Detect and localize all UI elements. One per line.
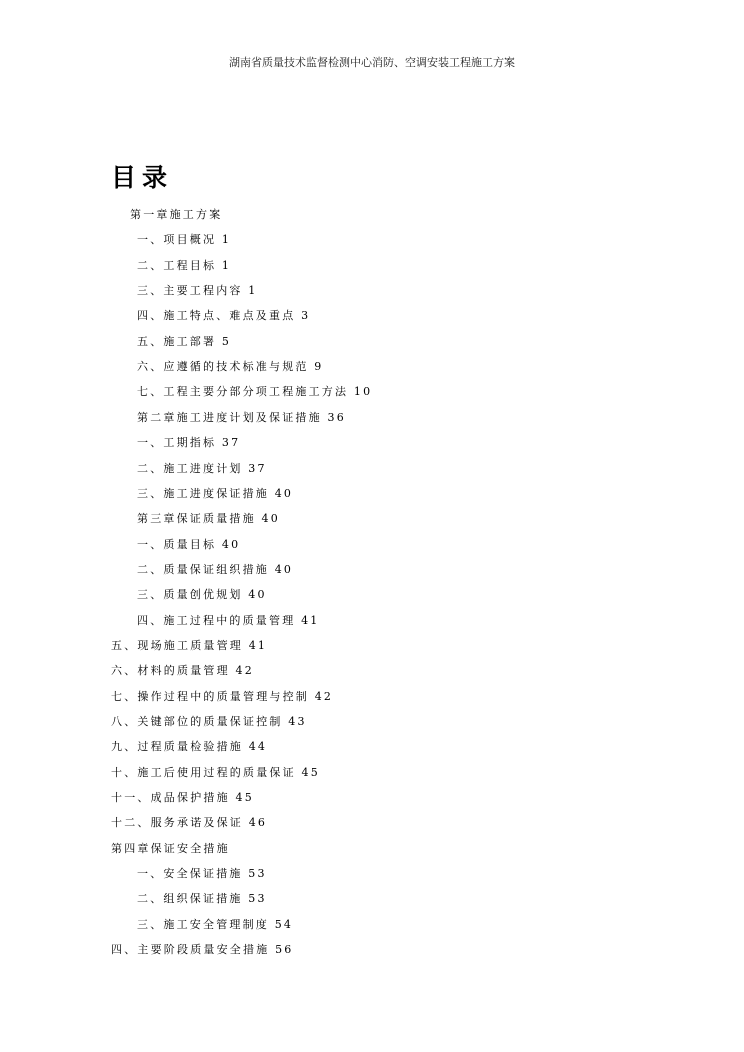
page-header: 湖南省质量技术监督检测中心消防、空调安装工程施工方案 — [229, 56, 515, 69]
toc-entry[interactable]: 一、质量目标 40 — [137, 537, 241, 551]
toc-entry[interactable]: 三、质量创优规划 40 — [137, 588, 267, 602]
toc-entry[interactable]: 第二章施工进度计划及保证措施 36 — [137, 410, 346, 424]
toc-entry[interactable]: 四、主要阶段质量安全措施 56 — [111, 943, 294, 957]
toc-entry[interactable]: 四、施工特点、难点及重点 3 — [137, 309, 311, 323]
toc-entry[interactable]: 二、组织保证措施 53 — [137, 892, 267, 906]
toc-entry[interactable]: 六、应遵循的技术标准与规范 9 — [137, 360, 324, 374]
toc-entry[interactable]: 十一、成品保护措施 45 — [111, 791, 254, 805]
toc-entry[interactable]: 三、施工进度保证措施 40 — [137, 486, 294, 500]
toc-entry[interactable]: 九、过程质量检验措施 44 — [111, 740, 268, 754]
toc-entry[interactable]: 三、施工安全管理制度 54 — [137, 917, 294, 931]
toc-entry[interactable]: 十二、服务承诺及保证 46 — [111, 816, 268, 830]
toc-entry[interactable]: 六、材料的质量管理 42 — [111, 664, 254, 678]
toc-entry[interactable]: 十、施工后使用过程的质量保证 45 — [111, 765, 320, 779]
toc-entry[interactable]: 一、工期指标 37 — [137, 436, 241, 450]
toc-entry[interactable]: 五、施工部署 5 — [137, 334, 232, 348]
toc-entry[interactable]: 二、施工进度计划 37 — [137, 461, 267, 475]
toc-title: 目录 — [111, 163, 174, 192]
toc-entry[interactable]: 二、质量保证组织措施 40 — [137, 562, 294, 576]
toc-entry[interactable]: 三、主要工程内容 1 — [137, 284, 258, 298]
toc-entry[interactable]: 八、关键部位的质量保证控制 43 — [111, 715, 307, 728]
toc-entry[interactable]: 七、操作过程中的质量管理与控制 42 — [111, 689, 334, 703]
toc-entry[interactable]: 四、施工过程中的质量管理 41 — [137, 613, 320, 627]
toc-entry[interactable]: 第四章保证安全措施 — [111, 841, 230, 855]
toc-entry[interactable]: 二、工程目标 1 — [137, 258, 232, 272]
toc-entry[interactable]: 五、现场施工质量管理 41 — [111, 638, 268, 652]
toc-entry[interactable]: 一、安全保证措施 53 — [137, 867, 267, 881]
toc-entry[interactable]: 第三章保证质量措施 40 — [137, 512, 280, 526]
toc-entry[interactable]: 七、工程主要分部分项工程施工方法 10 — [137, 385, 373, 399]
toc-entry[interactable]: 第一章施工方案 — [130, 208, 223, 221]
toc-entry[interactable]: 一、项目概况 1 — [137, 233, 232, 247]
